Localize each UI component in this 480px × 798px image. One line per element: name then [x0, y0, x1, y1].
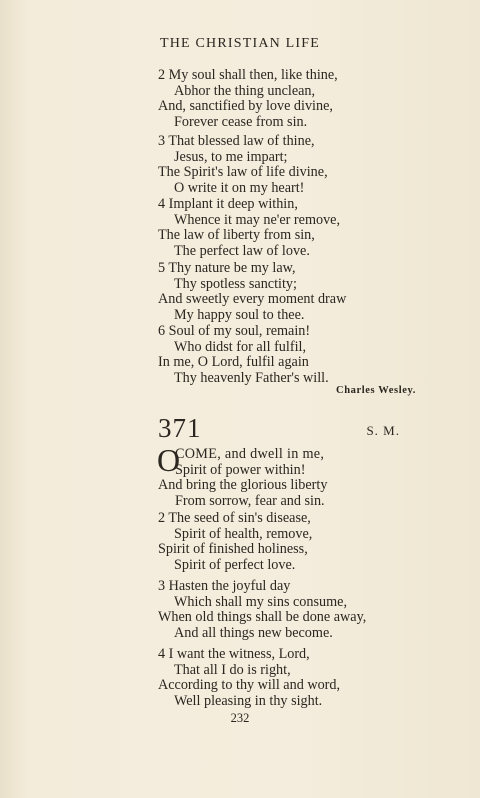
stanza-line: According to thy will and word, [158, 677, 341, 694]
stanza-line: Who didst for all fulfil, [174, 338, 306, 355]
stanza-line: 2 My soul shall then, like thine, [158, 67, 338, 83]
stanza-line: Spirit of finished holiness, [158, 541, 308, 558]
stanza [158, 324, 329, 386]
hymn-number: 371 [158, 413, 202, 443]
stanza-line: Abhor the thing unclean, [174, 82, 316, 99]
stanza-line: Forever cease from sin. [174, 113, 308, 130]
stanza-line: Jesus, to me impart; [174, 148, 288, 165]
drop-cap-letter: O [157, 442, 181, 478]
stanza-line: Thy heavenly Father's will. [174, 369, 329, 386]
stanza-line: The law of liberty from sin, [158, 227, 315, 244]
stanza [158, 261, 346, 323]
stanza-line: And, sanctified by love divine, [158, 98, 333, 115]
stanza-line: Spirit of health, remove, [174, 525, 313, 542]
stanza-line: Spirit of power within! [175, 461, 306, 478]
stanza-line: And all things new become. [174, 624, 333, 641]
stanza-line: That all I do is right, [174, 661, 291, 678]
stanza [158, 511, 312, 573]
running-head: THE CHRISTIAN LIFE [159, 36, 321, 51]
stanza-line: 3 Hasten the joyful day [158, 578, 291, 594]
stanza-line: The perfect law of love. [174, 242, 310, 259]
stanza-line: The Spirit's law of life divine, [158, 164, 328, 181]
stanza-line: Spirit of perfect love. [174, 556, 296, 573]
stanza-line: COME, and dwell in me, [175, 446, 325, 462]
page-number: 232 [230, 711, 250, 725]
stanza [158, 579, 366, 641]
stanza-line: My happy soul to thee. [174, 306, 305, 323]
stanza-line: 4 Implant it deep within, [158, 196, 298, 212]
stanza-line: 6 Soul of my soul, remain! [158, 323, 311, 339]
stanza [158, 134, 328, 196]
stanza-line: When old things shall be done away, [158, 609, 367, 626]
stanza-line: O write it on my heart! [174, 179, 305, 196]
stanza-line: 5 Thy nature be my law, [158, 260, 296, 276]
stanza-line: 2 The seed of sin's disease, [158, 510, 311, 526]
stanza-line: Well pleasing in thy sight. [174, 692, 323, 709]
stanza-line: 3 That blessed law of thine, [158, 133, 315, 149]
stanza-line: Whence it may ne'er remove, [174, 211, 341, 228]
stanza [158, 68, 338, 130]
stanza-line: In me, O Lord, fulfil again [158, 354, 309, 371]
stanza-line: Which shall my sins consume, [174, 593, 347, 610]
hymn-meter: S. M. [366, 423, 400, 438]
stanza-line: And bring the glorious liberty [158, 477, 328, 494]
stanza-line: And sweetly every moment draw [158, 291, 347, 308]
first-stanza [158, 447, 327, 509]
stanza-line: Thy spotless sanctity; [174, 275, 297, 292]
stanza-line: From sorrow, fear and sin. [175, 492, 325, 509]
stanza-line: 4 I want the witness, Lord, [158, 646, 310, 662]
author-attribution: Charles Wesley. [336, 385, 416, 396]
stanza [158, 647, 340, 709]
stanza [158, 197, 340, 259]
